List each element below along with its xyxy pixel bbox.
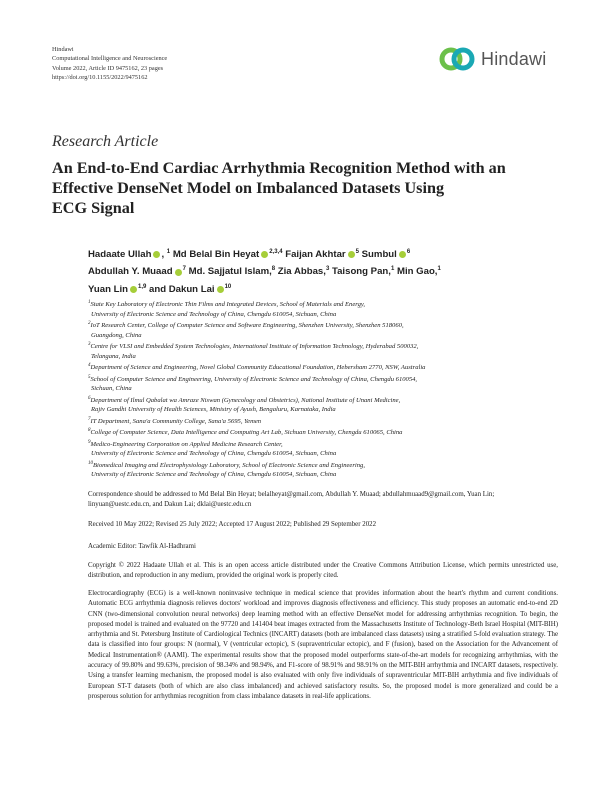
orcid-icon[interactable] [348, 251, 355, 258]
affiliation-line: Biomedical Imaging and Electrophysiology Laboratory, School of Electronic Science and Engineering, [93, 461, 365, 469]
author-name: Yuan Lin [88, 283, 128, 295]
affiliation [88, 438, 558, 459]
author-name: Zia Abbas, [277, 266, 326, 278]
affiliation-line: School of Computer Science and Engineering, University of Electronic Science and Technology of China, Chengdu 610054, [90, 375, 418, 383]
affiliation-number: 6 [88, 395, 91, 401]
affiliation [88, 426, 558, 438]
volume-line: Volume 2022, Article ID 9475162, 23 pages [52, 64, 164, 72]
affiliation-line: IT Department, Sana'a Community College, Sana'a 5695, Yemen [90, 417, 262, 425]
affiliation-line: College of Computer Science, Data Intelligence and Computing Art Lab, Sichuan University, Chengdu 610065, China [90, 429, 403, 437]
publisher-name: Hindawi [52, 46, 74, 53]
affiliation-number: 3 [88, 342, 91, 347]
orcid-icon[interactable] [175, 269, 182, 276]
affiliation-line: Rajiv Gandhi University of Health Sciences, Ministry of Ayush, Bengaluru, Karnataka, India [91, 406, 336, 414]
author-list [88, 245, 558, 297]
affiliation-line: University of Electronic Science and Technology of China, Chengdu 610054, Sichuan, China [91, 310, 337, 318]
affiliation [88, 459, 558, 480]
author-name: Md Belal Bin Heyat [172, 249, 260, 261]
affiliation-list [88, 298, 558, 480]
author-affil: 2,3,4 [269, 249, 283, 255]
journal-meta [52, 45, 167, 82]
author-name: Hadaate Ullah [88, 249, 152, 261]
affiliation-line: Department of Science and Engineering, Novel Global Community Educational Foundation, Hebersham 2770, NSW, Australia [90, 364, 426, 372]
affiliation-line: Telangana, India [91, 352, 136, 360]
author-line [88, 280, 558, 297]
orcid-icon[interactable] [399, 251, 406, 258]
publication-dates: Received 10 May 2022; Revised 25 July 2022; Accepted 17 August 2022; Published 29 September 2022 [88, 521, 377, 528]
affiliation-line: Guangdong, China [91, 331, 142, 339]
affiliation [88, 319, 558, 340]
author-name: Sumbul [361, 249, 397, 261]
author-separator: , [161, 249, 167, 261]
affiliation [88, 361, 558, 373]
author-affil: 8 [271, 266, 276, 273]
author-affil: 1 [390, 266, 395, 273]
affiliation-number: 1 [88, 300, 91, 305]
affiliation [88, 415, 558, 427]
copyright-notice: Copyright © 2022 Hadaate Ullah et al. This is an open access article distributed under the Creative Commons Attribution License, which permits unrestricted use, distribution, and reproduction in any medium, provided the original work is properly cited. [88, 562, 558, 580]
author-affil: 5 [355, 249, 359, 255]
journal-name: Computational Intelligence and Neuroscience [52, 55, 168, 63]
affiliation [88, 394, 558, 415]
affiliation-number: 5 [88, 374, 91, 380]
affiliation-line: Medico-Engineering Corporation on Applied Medicine Research Center, [90, 440, 283, 448]
affiliation-number: 9 [88, 439, 91, 445]
orcid-icon[interactable] [153, 251, 160, 258]
logo-text: Hindawi [481, 48, 547, 69]
author-name: Md. Sajjatul Islam, [188, 266, 272, 278]
correspondence: Correspondence should be addressed to Md Belal Bin Heyat; belalheyat@gmail.com, Abdullah Y. Muaad; abdullahmuaad9@gmail.com, Yuan Lin; linyuan@uestc.edu.cn, and Dakun Lai; dklai@uestc.edu.cn [88, 491, 495, 509]
affiliation-line: Sichuan, China [91, 385, 132, 393]
author-name: Min Gao, [396, 266, 438, 278]
doi-link[interactable]: https://doi.org/10.1155/2022/9475162 [52, 73, 148, 81]
affiliation-number: 7 [88, 416, 91, 422]
article-type: Research Article [52, 133, 159, 150]
author-line [88, 245, 558, 262]
hindawi-logo [437, 46, 546, 72]
author-affil: 1 [166, 249, 171, 255]
title-line: An End-to-End Cardiac Arrhythmia Recognition Method with an [52, 159, 506, 177]
hindawi-logo-icon [437, 46, 477, 72]
author-line [88, 262, 558, 279]
affiliation-number: 4 [88, 363, 91, 368]
affiliation-number: 2 [88, 321, 91, 326]
affiliation-line: University of Electronic Science and Technology of China, Chengdu 610054, Sichuan, China [91, 450, 337, 458]
orcid-icon[interactable] [130, 286, 137, 293]
affiliation-line: State Key Laboratory of Electronic Thin Films and Integrated Devices, School of Materials and Energy, [90, 301, 366, 309]
affiliation-number: 10 [88, 460, 93, 466]
academic-editor: Academic Editor: Tawfik Al-Hadhrami [88, 543, 196, 550]
author-affil: 1,9 [137, 283, 147, 290]
affiliation-line: IoT Research Center, College of Computer Science and Software Engineering, Shenzhen University, Shenzhen 518060, [90, 322, 404, 330]
affiliation [88, 373, 558, 394]
author-name: Abdullah Y. Muaad [88, 266, 173, 278]
paper-title [52, 158, 562, 218]
affiliation-number: 8 [88, 428, 91, 434]
author-affil: 6 [406, 249, 411, 255]
affiliation-line: University of Electronic Science and Technology of China, Chengdu 610054, Sichuan, China [91, 471, 337, 479]
affiliation-line: Centre for VLSI and Embedded System Technologies, International Institute of Information Technology, Hyderabad 500032, [90, 343, 419, 351]
affiliation-line: Department of Ilmul Qabalat wa Amraze Niswan (Gynecology and Obstetrics), National Institute of Unani Medicine, [90, 396, 401, 404]
orcid-icon[interactable] [217, 286, 224, 293]
title-line: ECG Signal [52, 199, 135, 217]
author-name: and Dakun Lai [149, 283, 215, 295]
author-affil: 3 [325, 266, 330, 273]
author-affil: 10 [224, 283, 232, 290]
author-name: Taisong Pan, [331, 266, 391, 278]
author-affil: 7 [182, 266, 186, 273]
author-affil: 1 [437, 266, 441, 273]
affiliation [88, 298, 558, 319]
orcid-icon[interactable] [261, 251, 268, 258]
title-line: Effective DenseNet Model on Imbalanced Datasets Using [52, 179, 445, 197]
affiliation [88, 340, 558, 361]
abstract: Electrocardiography (ECG) is a well-known noninvasive technique in medical science that provides information about the heart's rhythm and current conditions. Automatic ECG arrhythmia diagnosis relieves doctors' workload and improves diagnosis effectiveness and efficiency. This study proposes an automatic end-to-end 2D CNN (two-dimensional convolution neural networks) deep learning method with an effective DenseNet model for addressing arrhythmias recognition. To begin, the proposed model is trained and evaluated on the 97720 and 141404 beat images extracted from the Massachusetts Institute of Technology-Beth Israel Hospital (MIT-BIH) arrhythmia and St. Petersburg Institute of Cardiological Technics (INCART) datasets (both are imbalanced class datasets) using a stratified 5-fold evaluation strategy. The data is classified into four groups: N (normal), V (ventricular ectopic), S (supraventricular ectopic), and F (fusion), based on the Association for the Advancement of Medical Instrumentation® (AAMI). The experimental results show that the proposed model outperforms state-of-the-art models for recognizing arrhythmias, with the accuracy of 99.80% and 99.63%, precision of 98.34% and 98.94%, and F1-score of 98.91% and 98.91% on the MIT-BIH arrhythmia and INCART datasets, respectively. Using a transfer learning mechanism, the proposed model is also evaluated with only five individuals of supraventricular MIT-BIH arrhythmia and five individuals of European ST-T datasets (both of which are also class imbalanced) and achieved satisfactory results. So, the proposed model is more generalized and could be a prosperous solution for arrhythmias recognition from class imbalance datasets in real-life applications. [88, 590, 558, 700]
author-name: Faijan Akhtar [285, 249, 346, 261]
